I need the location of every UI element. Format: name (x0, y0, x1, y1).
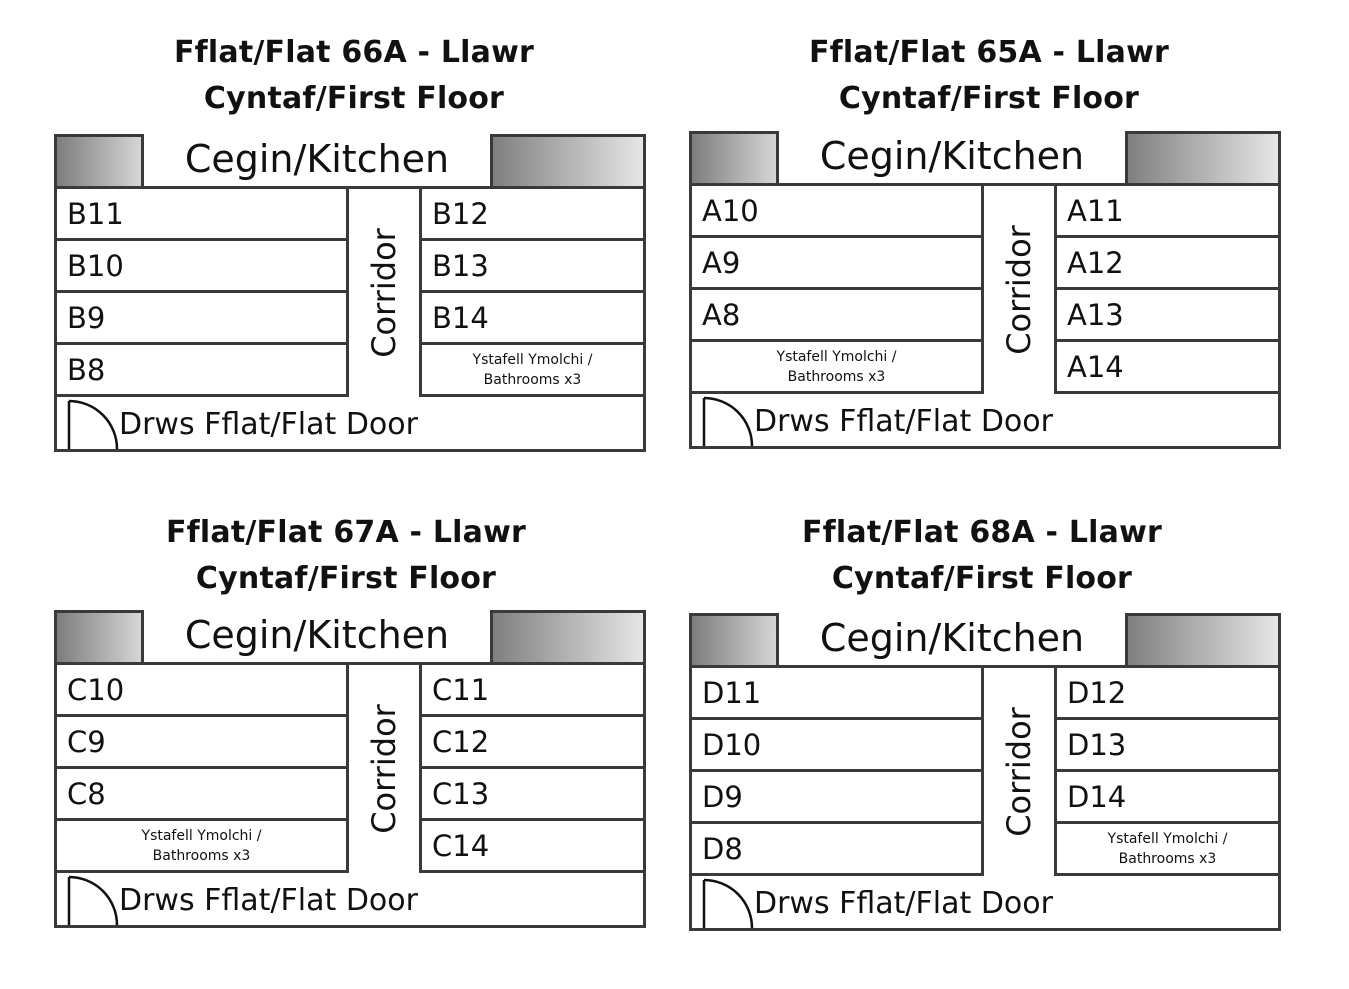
bathroom-label-line1: Ystafell Ymolchi / (776, 348, 897, 365)
room-cell: C10 (57, 665, 346, 717)
room-cell: C13 (422, 769, 643, 821)
kitchen-label: Cegin/Kitchen (141, 134, 493, 189)
door-icon (67, 399, 119, 449)
flat-door-label: Drws Fflat/Flat Door (754, 404, 1053, 439)
floor-plan (689, 131, 1281, 449)
bathroom-label-line1: Ystafell Ymolchi / (472, 351, 593, 368)
kitchen-label: Cegin/Kitchen (776, 131, 1128, 186)
flat-title (689, 30, 1289, 122)
floor-plan (689, 613, 1281, 931)
bathroom-label (473, 350, 593, 390)
room-cell: C8 (57, 769, 346, 821)
flat-title (54, 30, 654, 122)
room-cell: A8 (692, 290, 981, 342)
right-room-column (1057, 186, 1278, 394)
bathroom-label-line1: Ystafell Ymolchi / (1107, 830, 1228, 847)
bathroom-label (142, 826, 262, 866)
corridor (981, 668, 1057, 876)
flat-door-row (692, 876, 1278, 928)
floor-plan (54, 134, 646, 452)
room-cell: D13 (1057, 720, 1278, 772)
band-shade-left (692, 616, 778, 665)
right-room-column (1057, 668, 1278, 876)
right-room-column (422, 665, 643, 873)
right-room-column (422, 189, 643, 397)
flat-door-label: Drws Fflat/Flat Door (119, 883, 418, 918)
flat-door-label: Drws Fflat/Flat Door (119, 407, 418, 442)
corridor-label: Corridor (1000, 225, 1038, 355)
flat-door-row (692, 394, 1278, 446)
rooms-area (57, 665, 643, 873)
left-room-column (692, 186, 981, 394)
room-cell: B13 (422, 241, 643, 293)
flat-title (46, 510, 646, 602)
flat-title-line2: Cyntaf/First Floor (195, 561, 497, 596)
corridor-label: Corridor (365, 228, 403, 358)
rooms-area (692, 668, 1278, 876)
flat-door-row (57, 873, 643, 925)
bathroom-label-line1: Ystafell Ymolchi / (141, 827, 262, 844)
band-shade-right (489, 613, 643, 662)
room-cell: B9 (57, 293, 346, 345)
bathroom-cell (1057, 824, 1278, 876)
flat-title-line2: Cyntaf/First Floor (831, 561, 1133, 596)
flat-title-line1: Fflat/Flat 66A - Llawr (173, 35, 535, 70)
kitchen-label: Cegin/Kitchen (141, 610, 493, 665)
door-icon (702, 878, 754, 928)
bathroom-label (1108, 829, 1228, 869)
door-icon (67, 875, 119, 925)
left-room-column (692, 668, 981, 876)
room-cell: A9 (692, 238, 981, 290)
band-shade-right (1124, 134, 1278, 183)
flat-title-line2: Cyntaf/First Floor (838, 81, 1140, 116)
flat-title-line2: Cyntaf/First Floor (203, 81, 505, 116)
room-cell: C14 (422, 821, 643, 873)
room-cell: B10 (57, 241, 346, 293)
room-cell: D11 (692, 668, 981, 720)
bathroom-label-line2: Bathrooms x3 (1118, 850, 1217, 867)
left-room-column (57, 665, 346, 873)
band-shade-left (57, 613, 143, 662)
flat-title-line1: Fflat/Flat 67A - Llawr (165, 515, 527, 550)
kitchen-label: Cegin/Kitchen (776, 613, 1128, 668)
room-cell: D12 (1057, 668, 1278, 720)
kitchen-band (692, 616, 1278, 668)
rooms-area (692, 186, 1278, 394)
bathroom-label-line2: Bathrooms x3 (152, 847, 251, 864)
corridor (346, 665, 422, 873)
bathroom-label-line2: Bathrooms x3 (483, 371, 582, 388)
flat-title-line1: Fflat/Flat 65A - Llawr (808, 35, 1170, 70)
kitchen-band (57, 613, 643, 665)
rooms-area (57, 189, 643, 397)
band-shade-left (692, 134, 778, 183)
kitchen-band (692, 134, 1278, 186)
room-cell: B11 (57, 189, 346, 241)
band-shade-right (489, 137, 643, 186)
flat-door-label: Drws Fflat/Flat Door (754, 886, 1053, 921)
left-room-column (57, 189, 346, 397)
room-cell: D8 (692, 824, 981, 876)
kitchen-band (57, 137, 643, 189)
corridor (981, 186, 1057, 394)
room-cell: C12 (422, 717, 643, 769)
bathroom-cell (422, 345, 643, 397)
bathroom-cell (692, 342, 981, 394)
band-shade-right (1124, 616, 1278, 665)
room-cell: B12 (422, 189, 643, 241)
corridor-label: Corridor (1000, 707, 1038, 837)
room-cell: B8 (57, 345, 346, 397)
room-cell: A13 (1057, 290, 1278, 342)
room-cell: B14 (422, 293, 643, 345)
door-icon (702, 396, 754, 446)
bathroom-label (777, 347, 897, 387)
room-cell: D9 (692, 772, 981, 824)
flat-title-line1: Fflat/Flat 68A - Llawr (801, 515, 1163, 550)
room-cell: C9 (57, 717, 346, 769)
band-shade-left (57, 137, 143, 186)
flat-title (682, 510, 1282, 602)
room-cell: A14 (1057, 342, 1278, 394)
corridor (346, 189, 422, 397)
flat-door-row (57, 397, 643, 449)
room-cell: D14 (1057, 772, 1278, 824)
bathroom-cell (57, 821, 346, 873)
room-cell: C11 (422, 665, 643, 717)
room-cell: A12 (1057, 238, 1278, 290)
room-cell: D10 (692, 720, 981, 772)
floor-plan (54, 610, 646, 928)
room-cell: A11 (1057, 186, 1278, 238)
room-cell: A10 (692, 186, 981, 238)
corridor-label: Corridor (365, 704, 403, 834)
bathroom-label-line2: Bathrooms x3 (787, 368, 886, 385)
